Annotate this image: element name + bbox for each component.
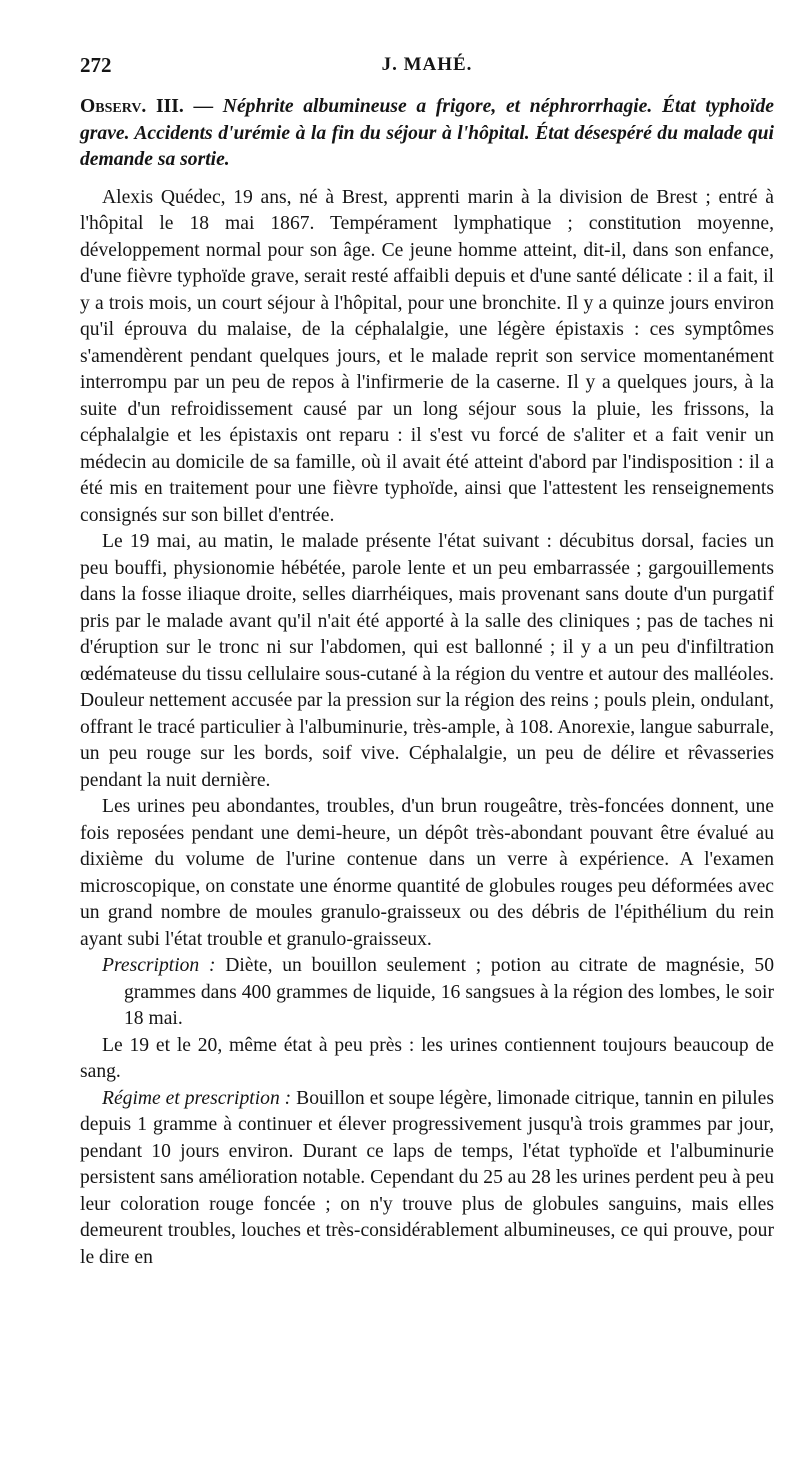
observation-number: Observ. III. — <box>80 96 214 117</box>
case-title: Néphrite albumineuse a frigore, et néphrorrhagie. État typhoïde grave. Accidents d'urémie à la fin du séjour à l'hôpital. État désespéré du malade qui demande sa sortie. <box>80 96 774 170</box>
page-header <box>80 52 774 80</box>
regime-label: Régime et prescription : <box>102 1087 292 1109</box>
paragraph-followup: Le 19 et le 20, même état à peu près : les urines contiennent toujours beaucoup de sang. <box>80 1034 774 1082</box>
paragraph-history: Alexis Quédec, 19 ans, né à Brest, apprenti marin à la division de Brest ; entré à l'hôpital le 18 mai 1867. Tempérament lymphatique ; constitution moyenne, développement normal pour son âge. Ce jeune homme atteint, dit-il, dans son enfance, d'une fièvre typhoïde grave, serait resté affaibli depuis et d'une santé délicate : il a fait, il y a trois mois, un court séjour à l'hôpital, pour une bronchite. Il y a quinze jours environ qu'il éprouva du malaise, de la céphalalgie, une légère épistaxis : ces symptômes s'amendèrent pendant quelques jours, et le malade reprit son service momentanément interrompu par un peu de repos à l'infirmerie de la caserne. Il y a quelques jours, à la suite d'un refroidissement causé par un long séjour sous la pluie, les frissons, la céphalalgie et les épistaxis ont reparu : il s'est vu forcé de s'aliter et a fait venir un médecin au domicile de sa famille, où il avait été atteint d'abord par l'indisposition : il a été mis en traitement pour une fièvre typhoïde, ainsi que l'attestent les renseignements consignés sur son billet d'entrée. <box>80 186 774 526</box>
paragraph-urine: Les urines peu abondantes, troubles, d'un brun rougeâtre, très-foncées donnent, une fois reposées pendant une demi-heure, un dépôt très-abondant pouvant être évalué au dixième du volume de l'urine contenue dans un verre à expérience. A l'examen microscopique, on constate une énorme quantité de globules rouges peu déformées avec un grand nombre de moules granulo-graisseux ou des débris de l'épithélium du rein ayant subi l'état trouble et granulo-graisseux. <box>80 796 774 950</box>
paragraph-examination: Le 19 mai, au matin, le malade présente l'état suivant : décubitus dorsal, facies un peu bouffi, physionomie hébétée, parole lente et un peu embarrassée ; gargouillements dans la fosse iliaque droite, selles diarrhéiques, mais provenant sans doute d'un purgatif pris par le malade avant qu'il n'ait été apporté à la salle des cliniques ; pas de taches ni d'éruption sur le tronc ni sur l'abdomen, qui est ballonné ; il y a un peu d'infiltration œdémateuse du tissu cellulaire sous-cutané à la région du ventre et autour des malléoles. Douleur nettement accusée par la pression sur la région des reins ; pouls plein, ondulant, offrant le tracé particulier à l'albuminurie, très-ample, à 108. Anorexie, langue saburrale, un peu rouge sur les bords, soif vive. Céphalalgie, un peu de délire et rêvasseries pendant la nuit dernière. <box>80 531 774 791</box>
page-number: 272 <box>80 53 112 77</box>
regime-text: Bouillon et soupe légère, limonade citrique, tannin en pilules depuis 1 gramme à continuer et élever progressivement jusqu'à trois grammes par jour, pendant 10 jours environ. Durant ce laps de temps, l'état typhoïde et l'albuminurie persistent sans amélioration notable. Cependant du 25 au 28 les urines perdent peu à peu leur coloration rouge foncée ; on n'y trouve plus de globules sanguins, mais elles demeurent troubles, louches et très-considérablement albumineuses, ce qui prouve, pour le dire en <box>80 1087 774 1268</box>
running-title: J. MAHÉ. <box>381 54 473 75</box>
prescription-label: Prescription : <box>102 955 216 976</box>
paragraph-regime <box>80 1086 774 1272</box>
case-heading <box>80 94 774 174</box>
paragraph-prescription <box>80 953 774 1033</box>
prescription-text: Diète, un bouillon seulement ; potion au citrate de magnésie, 50 grammes dans 400 grammes de liquide, 16 sangsues à la région des lombes, le soir 18 mai. <box>124 955 775 1029</box>
